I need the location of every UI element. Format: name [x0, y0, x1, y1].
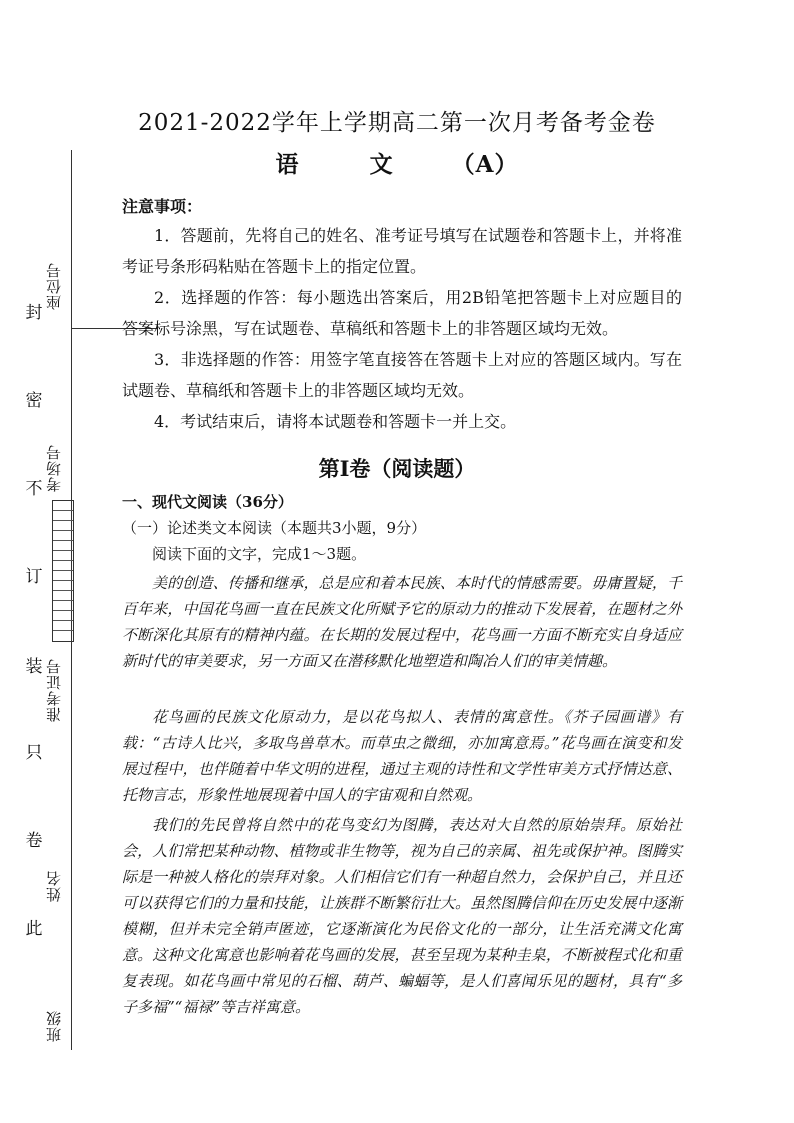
subject-title [0, 146, 794, 179]
seal-char: 只 [25, 743, 43, 763]
seal-char: 装 [25, 657, 43, 677]
notice-item: 1．答题前，先将自己的姓名、准考证号填写在试题卷和答题卡上，并将准考证号条形码粘贴在答题卡上的指定位置。 [122, 226, 682, 276]
seal-char: 卷 [25, 831, 43, 851]
subject-char: 语 [275, 151, 300, 178]
exam-title: 2021-2022学年上学期高二第一次月考备考金卷 [138, 110, 656, 136]
passage-paragraph: 花鸟画的民族文化原动力，是以花鸟拟人、表情的寓意性。《芥子园画谱》有载：“古诗人比兴，多取鸟兽草木。而草虫之微细，亦加寓意焉。”花鸟画在演变和发展过程中，也伴随着中华文明的进程，通过主观的诗性和文学性审美方式抒情达意、托物言志，形象性地展现着中国人的宇宙观和自然观。 [122, 708, 682, 804]
passage-paragraph: 我们的先民曾将自然中的花鸟变幻为图腾，表达对大自然的原始崇拜。原始社会，人们常把某种动物、植物或非生物等，视为自己的亲属、祖先或保护神。图腾实际是一种被人格化的崇拜对象。人们相信它们有一种超自然力，会保护自己，并且还可以获得它们的力量和技能，让族群不断繁衍壮大。虽然图腾信仰在历史发展中逐渐模糊，但并未完全销声匿迹，它逐渐演化为民俗文化的一部分，让生活充满文化寓意。这种文化寓意也影响着花鸟画的发展，甚至呈现为某种圭臬，不断被程式化和重复表现。如花鸟画中常见的石榴、葫芦、蝙蝠等，是人们喜闻乐见的题材，具有“多子多福”“福禄”等吉祥寓意。 [122, 816, 682, 1016]
subject-char: 文 [369, 151, 394, 178]
notice-item: 4．考试结束后，请将本试题卷和答题卡一并上交。 [154, 412, 517, 431]
section-heading: 一、现代文阅读（36分） [122, 493, 293, 511]
subsection-heading: （一）论述类文本阅读（本题共3小题，9分） [122, 519, 427, 537]
seal-char: 封 [25, 303, 43, 323]
paper-version: （A） [451, 151, 519, 178]
notice-item: 3．非选择题的作答：用签字笔直接答在答题卡上对应的答题区域内。写在试题卷、草稿纸和答题卡上的非答题区域均无效。 [122, 350, 682, 400]
seal-char: 密 [25, 391, 43, 411]
name-label: 姓名 [45, 870, 63, 902]
part-title: 第Ⅰ卷（阅读题） [318, 456, 476, 481]
notice-item: 2．选择题的作答：每小题选出答案后，用2B铅笔把答题卡上对应题目的答案标号涂黑，写在试题卷、草稿纸和答题卡上的非答题区域均无效。 [122, 288, 682, 338]
seal-char: 不 [25, 479, 43, 499]
seal-char: 此 [25, 919, 43, 939]
ticket-number-label: 准考证号 [45, 658, 63, 722]
seat-number-label: 座位号 [45, 262, 63, 310]
notice-heading: 注意事项： [122, 197, 203, 216]
exam-room-label: 考场号 [45, 444, 63, 492]
passage-paragraph: 美的创造、传播和继承，总是应和着本民族、本时代的情感需要。毋庸置疑，千百年来，中国花鸟画一直在民族文化所赋予它的原动力的推动下发展着，在题材之外不断深化其原有的精神内蕴。在长期的发展过程中，花鸟画一方面不断充实自身适应新时代的审美要求，另一方面又在潜移默化地塑造和陶冶人们的审美情趣。 [122, 574, 682, 670]
reading-instruction: 阅读下面的文字，完成1～3题。 [152, 545, 367, 563]
ticket-number-grid [52, 500, 74, 642]
class-label: 班级 [45, 1010, 63, 1042]
seal-char: 订 [25, 567, 43, 587]
